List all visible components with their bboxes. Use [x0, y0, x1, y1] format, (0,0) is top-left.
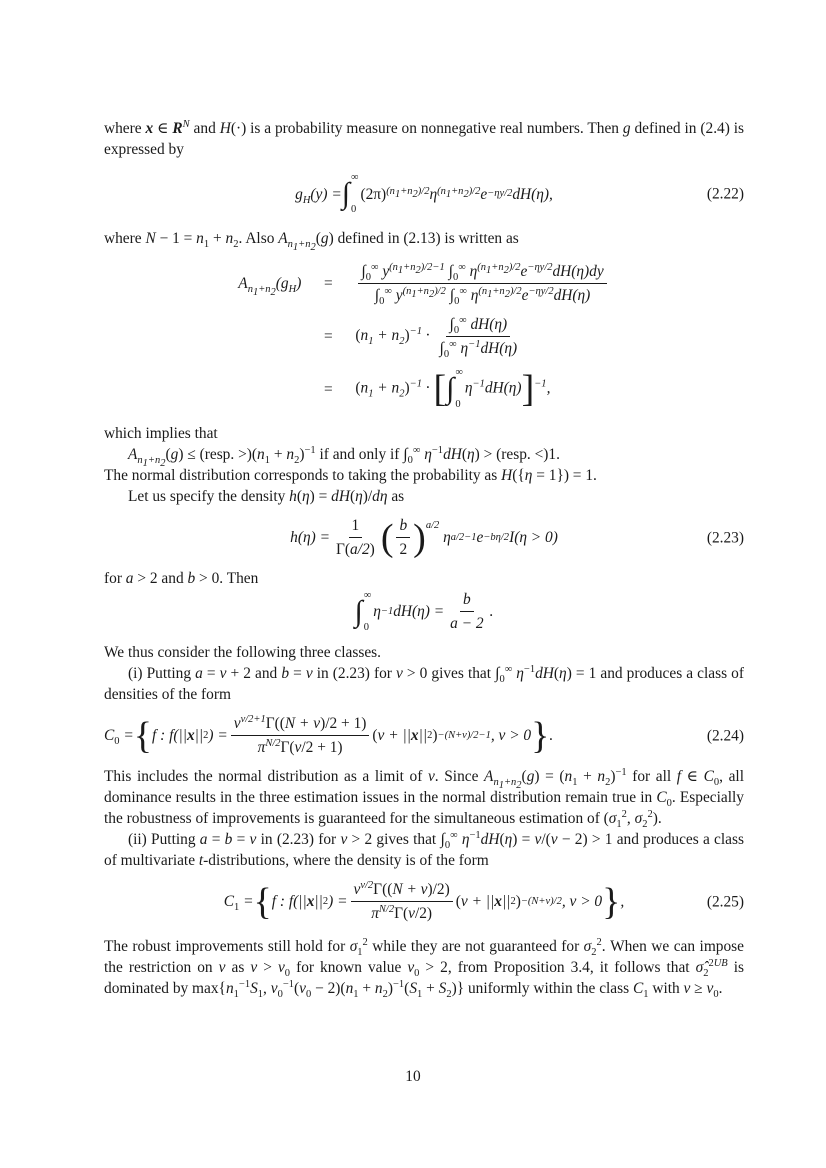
equation-then: ∫ ∞ 0 η −1 dH(η) = $\frac{b}{a - 2}$ .	[354, 589, 494, 633]
paragraph-1: where x ∈ $R^N$ and H(·) is a probability measure on nonnegative real numbers. Then g defined in (2.4) is expressed by	[104, 118, 745, 158]
equation-2-23: h(η) = $\frac{1}{\Gamma(a/2)}$ ( $\frac{b}{2}$ ) $^{a/2}$ η a/2−1 e −bη/2 I(η > 0) (2.23)	[290, 516, 744, 559]
paragraph-2: where $N - 1 = n_1 + n_2$. Also $A_{n_1+n_2}(g)$ defined in (2.13) is written as	[104, 230, 519, 254]
paragraph-9: This includes the normal distribution as a limit of ν. Since $A_{n_1+n_2}(g) = (n_1 + n_2)^{-1}$ for all f ∈ $C_0$, all dominance results in the three estimation issues in the normal distribution remain true in $C_0$. Especially the robustness of improvements is guaranteed for the simultaneous estimation of ($\sigma_1^2$, $\sigma_2^2$).	[104, 766, 744, 831]
paragraph-8: (i) Putting a = ν + 2 and b = ν in (2.23) for ν > 0 gives that $\int_0^\infty$ $\eta^{-1}dH(\eta) = 1$ and produces a class of densities of the form	[104, 663, 744, 703]
equation-number: (2.25)	[706, 893, 744, 910]
paragraph-6: for a > 2 and b > 0. Then	[104, 570, 259, 587]
equation-2-24: $C_0$ = { f : f(|| x || 2 ) = $\frac{\nu^{\nu/2+1}\Gamma((N + \nu)/2 + 1)}{\pi^{N/2}\Gamma(\nu/2 + 1)}$ ( ν + || x || 2 ) −(N+ν)/2−1 , ν > 0 } . (2.24)	[104, 713, 744, 757]
equation-2-22: $g_H(y)$ = ∫ ∞ 0 (2π) $(n_1+n_2)/2$ η $(n_1+n_2)/2$ e −ηy/2 dH(η), (2.22)	[295, 172, 744, 215]
paragraph-7: We thus consider the following three classes.	[104, 644, 382, 661]
equation-aligned-A: $A_{n_1+n_2}(g_H)$ = $\frac{\int_0^\infty y^{(n_1+n_2)/2-1} \int_0^\infty \eta^{(n_1+n_2)/2}e^{-\eta y/2}dH(\eta)dy}{\int_0^\infty y^{(n_1+n_2)/2} \int_0^\infty \eta^{(n_1+n_2)/2}e^{-\eta y/2}dH(\eta)}$ = $(n_1 + n_2)^{-1}$ · $\frac{\int_0^\infty dH(\eta)}{\int_0^\infty \eta^{-1}dH(\eta)}$ = $(n_1 + n_2)^{-1}$ · [∫ ∞ 0 $\eta^{-1}dH(\eta)]^{-1}$,	[232, 257, 615, 415]
paragraph-5: Let us specify the density h(η) = dH(η)/dη as	[128, 488, 405, 505]
page-body	[104, 118, 744, 999]
equation-2-25: $C_1$ = { f : f(|| x || 2 ) = $\frac{\nu^{\nu/2}\Gamma((N + \nu)/2)}{\pi^{N/2}\Gamma(\nu/2)}$ ( ν + || x || 2 ) −(N+ν)/2 , ν > 0 } , (2.25)	[223, 879, 744, 923]
equation-number: (2.22)	[706, 185, 744, 203]
paragraph-3b: $A_{n_1+n_2}(g)$ ≤ (resp. $>)(n_1 + n_2)^{-1}$ if and only if $\int_0^\infty$ $\eta^{-1}dH(\eta)$ > (resp. <)1.	[128, 444, 560, 470]
equation-number: (2.23)	[706, 529, 744, 546]
page-number: 10	[405, 1068, 421, 1085]
paragraph-3: which implies that	[104, 425, 218, 442]
paragraph-4: The normal distribution corresponds to taking the probability as H({η = 1}) = 1.	[104, 467, 597, 484]
paragraph-10: (ii) Putting a = b = ν in (2.23) for ν > 2 gives that $\int_0^\infty$ $\eta^{-1}dH(\eta) = \nu/(\nu - 2) > 1$ and produces a class of multivariate t-distributions, where the density is of the form	[104, 829, 744, 869]
equation-number: (2.24)	[706, 727, 744, 744]
paragraph-11: The robust improvements still hold for $\sigma_1^2$ while they are not guaranteed for $\sigma_2^2$. When we can impose the restriction on ν as $\nu > \nu_0$ for known value $\nu_0 > 2$, from Proposition 3.4, it follows that $\sigmâ_2^{2UB}$ is dominated by $\max\{n_1^{-1}S_1$, $\nu_0^{-1}(\nu_0 - 2)(n_1 + n_2)^{-1}(S_1 + S_2)$} uniformly within the class $C_1$ with $\nu \ge \nu_0$.	[104, 936, 745, 1001]
